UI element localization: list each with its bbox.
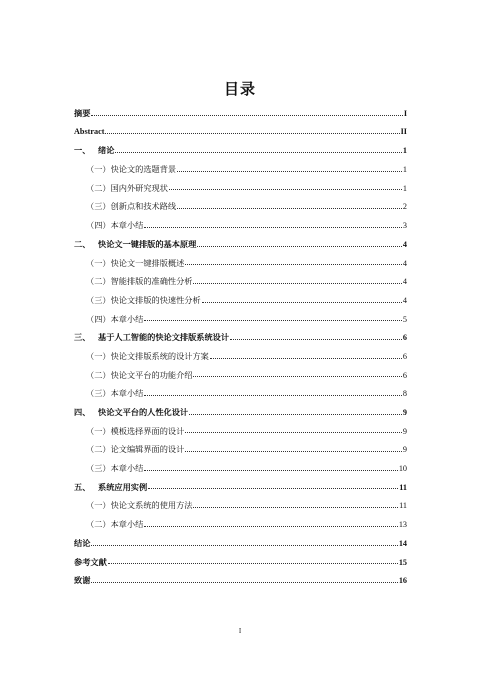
toc-entry[interactable] — [74, 310, 407, 329]
toc-entry-page: 8 — [402, 389, 407, 399]
toc-entry-page: 13 — [398, 520, 407, 530]
toc-entry[interactable] — [74, 496, 407, 515]
toc-dot-leader — [177, 170, 402, 172]
toc-entry-number: （二） — [86, 444, 111, 455]
toc-entry-page: 4 — [402, 258, 407, 268]
table-of-contents — [74, 104, 407, 590]
toc-entry-title: 本章小结 — [110, 220, 144, 231]
toc-dot-leader — [144, 469, 397, 471]
toc-dot-leader — [185, 431, 402, 433]
toc-entry-title: 绪论 — [98, 145, 115, 156]
toc-entry[interactable] — [74, 459, 407, 478]
toc-entry-page: II — [400, 126, 407, 136]
toc-entry[interactable] — [74, 534, 407, 553]
toc-dot-leader — [185, 263, 402, 265]
toc-dot-leader — [210, 357, 402, 359]
toc-entry-number: （三） — [86, 388, 111, 399]
toc-dot-leader — [230, 338, 402, 340]
toc-entry[interactable] — [74, 141, 407, 160]
toc-entry-page: 9 — [402, 426, 407, 436]
toc-entry-title: Abstract — [74, 126, 105, 136]
toc-entry[interactable] — [74, 179, 407, 198]
toc-entry-page: 3 — [402, 221, 407, 231]
toc-dot-leader — [202, 301, 402, 303]
toc-dot-leader — [197, 245, 402, 247]
toc-entry-title: 摘要 — [74, 108, 91, 118]
toc-entry-number: 四、 — [74, 407, 91, 417]
toc-dot-leader — [193, 282, 401, 284]
toc-entry[interactable] — [74, 254, 407, 273]
toc-entry-title: 本章小结 — [110, 388, 144, 399]
toc-entry-number: （三） — [86, 201, 111, 212]
toc-entry[interactable] — [74, 553, 407, 572]
toc-entry-title: 模板选择界面的设计 — [110, 425, 185, 436]
toc-entry-number: 二、 — [74, 238, 91, 249]
toc-entry[interactable] — [74, 515, 407, 534]
footer-page-number: I — [238, 627, 242, 635]
toc-entry[interactable] — [74, 216, 407, 235]
toc-dot-leader — [91, 581, 397, 583]
toc-entry-page: 1 — [402, 165, 407, 175]
toc-entry-number: （三） — [86, 463, 111, 474]
toc-entry-page: 9 — [402, 445, 407, 455]
toc-entry-title: 参考文献 — [74, 556, 107, 567]
toc-entry-number: 一、 — [74, 145, 91, 156]
toc-entry-title: 快论文的选题背景 — [110, 164, 177, 175]
toc-entry[interactable] — [74, 403, 407, 422]
toc-entry[interactable] — [74, 422, 407, 441]
toc-entry-page: 2 — [402, 202, 407, 212]
toc-dot-leader — [144, 394, 402, 396]
toc-entry-title: 智能排版的准确性分析 — [110, 276, 193, 287]
toc-entry-title: 快论文排版的快速性分析 — [110, 294, 201, 305]
toc-entry-number: （二） — [86, 519, 111, 530]
toc-entry-title: 本章小结 — [110, 313, 144, 324]
toc-entry-number: 五、 — [74, 481, 91, 492]
toc-entry-page: 9 — [402, 408, 407, 417]
toc-dot-leader — [115, 151, 402, 153]
toc-entry-title: 结论 — [74, 537, 91, 548]
toc-entry[interactable] — [74, 160, 407, 179]
toc-entry-title: 国内外研究现状 — [110, 182, 168, 193]
toc-entry[interactable] — [74, 440, 407, 459]
toc-entry-title: 快论文平台的人性化设计 — [98, 407, 189, 417]
toc-entry-number: （一） — [86, 257, 111, 268]
toc-entry-number: （二） — [86, 369, 111, 380]
toc-entry[interactable] — [74, 197, 407, 216]
toc-entry[interactable] — [74, 291, 407, 310]
toc-entry-page: 15 — [398, 557, 407, 567]
toc-entry-page: 6 — [402, 370, 407, 380]
toc-entry-page: 1 — [402, 146, 407, 156]
toc-entry-page: 14 — [398, 538, 407, 548]
toc-entry-title: 快论文系统的使用方法 — [110, 500, 193, 511]
toc-entry-page: 10 — [398, 464, 407, 474]
toc-entry-number: 三、 — [74, 332, 91, 343]
toc-dot-leader — [91, 544, 397, 546]
toc-dot-leader — [185, 450, 402, 452]
toc-entry-title: 本章小结 — [110, 519, 144, 530]
toc-entry-page: 1 — [402, 183, 407, 193]
toc-entry-page: I — [403, 109, 407, 118]
toc-entry[interactable] — [74, 366, 407, 385]
toc-entry-page: 16 — [398, 576, 407, 586]
toc-dot-leader — [148, 487, 398, 489]
toc-entry[interactable] — [74, 478, 407, 497]
toc-entry-number: （四） — [86, 313, 111, 324]
toc-entry-title: 基于人工智能的快论文排版系统设计 — [98, 332, 230, 343]
toc-entry[interactable] — [74, 104, 407, 123]
toc-dot-leader — [169, 188, 402, 190]
toc-entry-page: 4 — [402, 239, 407, 249]
toc-entry-page: 4 — [402, 295, 407, 305]
toc-entry-page: 11 — [399, 482, 407, 492]
toc-entry-number: （四） — [86, 220, 111, 231]
toc-entry-title: 创新点和技术路线 — [110, 201, 177, 212]
toc-entry[interactable] — [74, 347, 407, 366]
toc-entry-title: 快论文排版系统的设计方案 — [110, 350, 209, 361]
toc-entry-number: （二） — [86, 276, 111, 287]
toc-entry-number: （二） — [86, 182, 111, 193]
toc-entry[interactable] — [74, 272, 407, 291]
page-title: 目录 — [223, 80, 256, 98]
toc-entry-title: 快论文一键排版概述 — [110, 257, 185, 268]
toc-dot-leader — [144, 226, 402, 228]
toc-entry-title: 系统应用实例 — [98, 481, 148, 492]
toc-dot-leader — [105, 132, 399, 134]
toc-entry-title: 本章小结 — [110, 463, 144, 474]
toc-entry-page: 6 — [402, 333, 407, 343]
toc-entry-title: 快论文一键排版的基本原理 — [98, 238, 197, 249]
toc-dot-leader — [144, 319, 402, 321]
toc-entry[interactable] — [74, 123, 407, 142]
toc-entry-number: （一） — [86, 500, 111, 511]
toc-entry-title: 论文编辑界面的设计 — [110, 444, 185, 455]
toc-entry-page: 4 — [402, 277, 407, 287]
toc-dot-leader — [189, 413, 402, 415]
toc-entry[interactable] — [74, 235, 407, 254]
toc-entry-title: 快论文平台的功能介绍 — [110, 369, 193, 380]
toc-dot-leader — [177, 207, 402, 209]
toc-entry-number: （三） — [86, 294, 111, 305]
toc-dot-leader — [144, 525, 397, 527]
toc-dot-leader — [193, 375, 401, 377]
toc-dot-leader — [193, 506, 398, 508]
toc-entry-number: （一） — [86, 350, 111, 361]
toc-entry-page: 6 — [402, 351, 407, 361]
toc-entry-page: 11 — [399, 501, 407, 511]
toc-dot-leader — [91, 114, 402, 116]
toc-dot-leader — [108, 562, 398, 564]
toc-entry-title: 致谢 — [74, 575, 91, 586]
toc-entry-page: 5 — [402, 314, 407, 324]
toc-entry[interactable] — [74, 571, 407, 590]
toc-entry-number: （一） — [86, 164, 111, 175]
toc-entry[interactable] — [74, 384, 407, 403]
toc-entry[interactable] — [74, 328, 407, 347]
toc-entry-number: （一） — [86, 425, 111, 436]
